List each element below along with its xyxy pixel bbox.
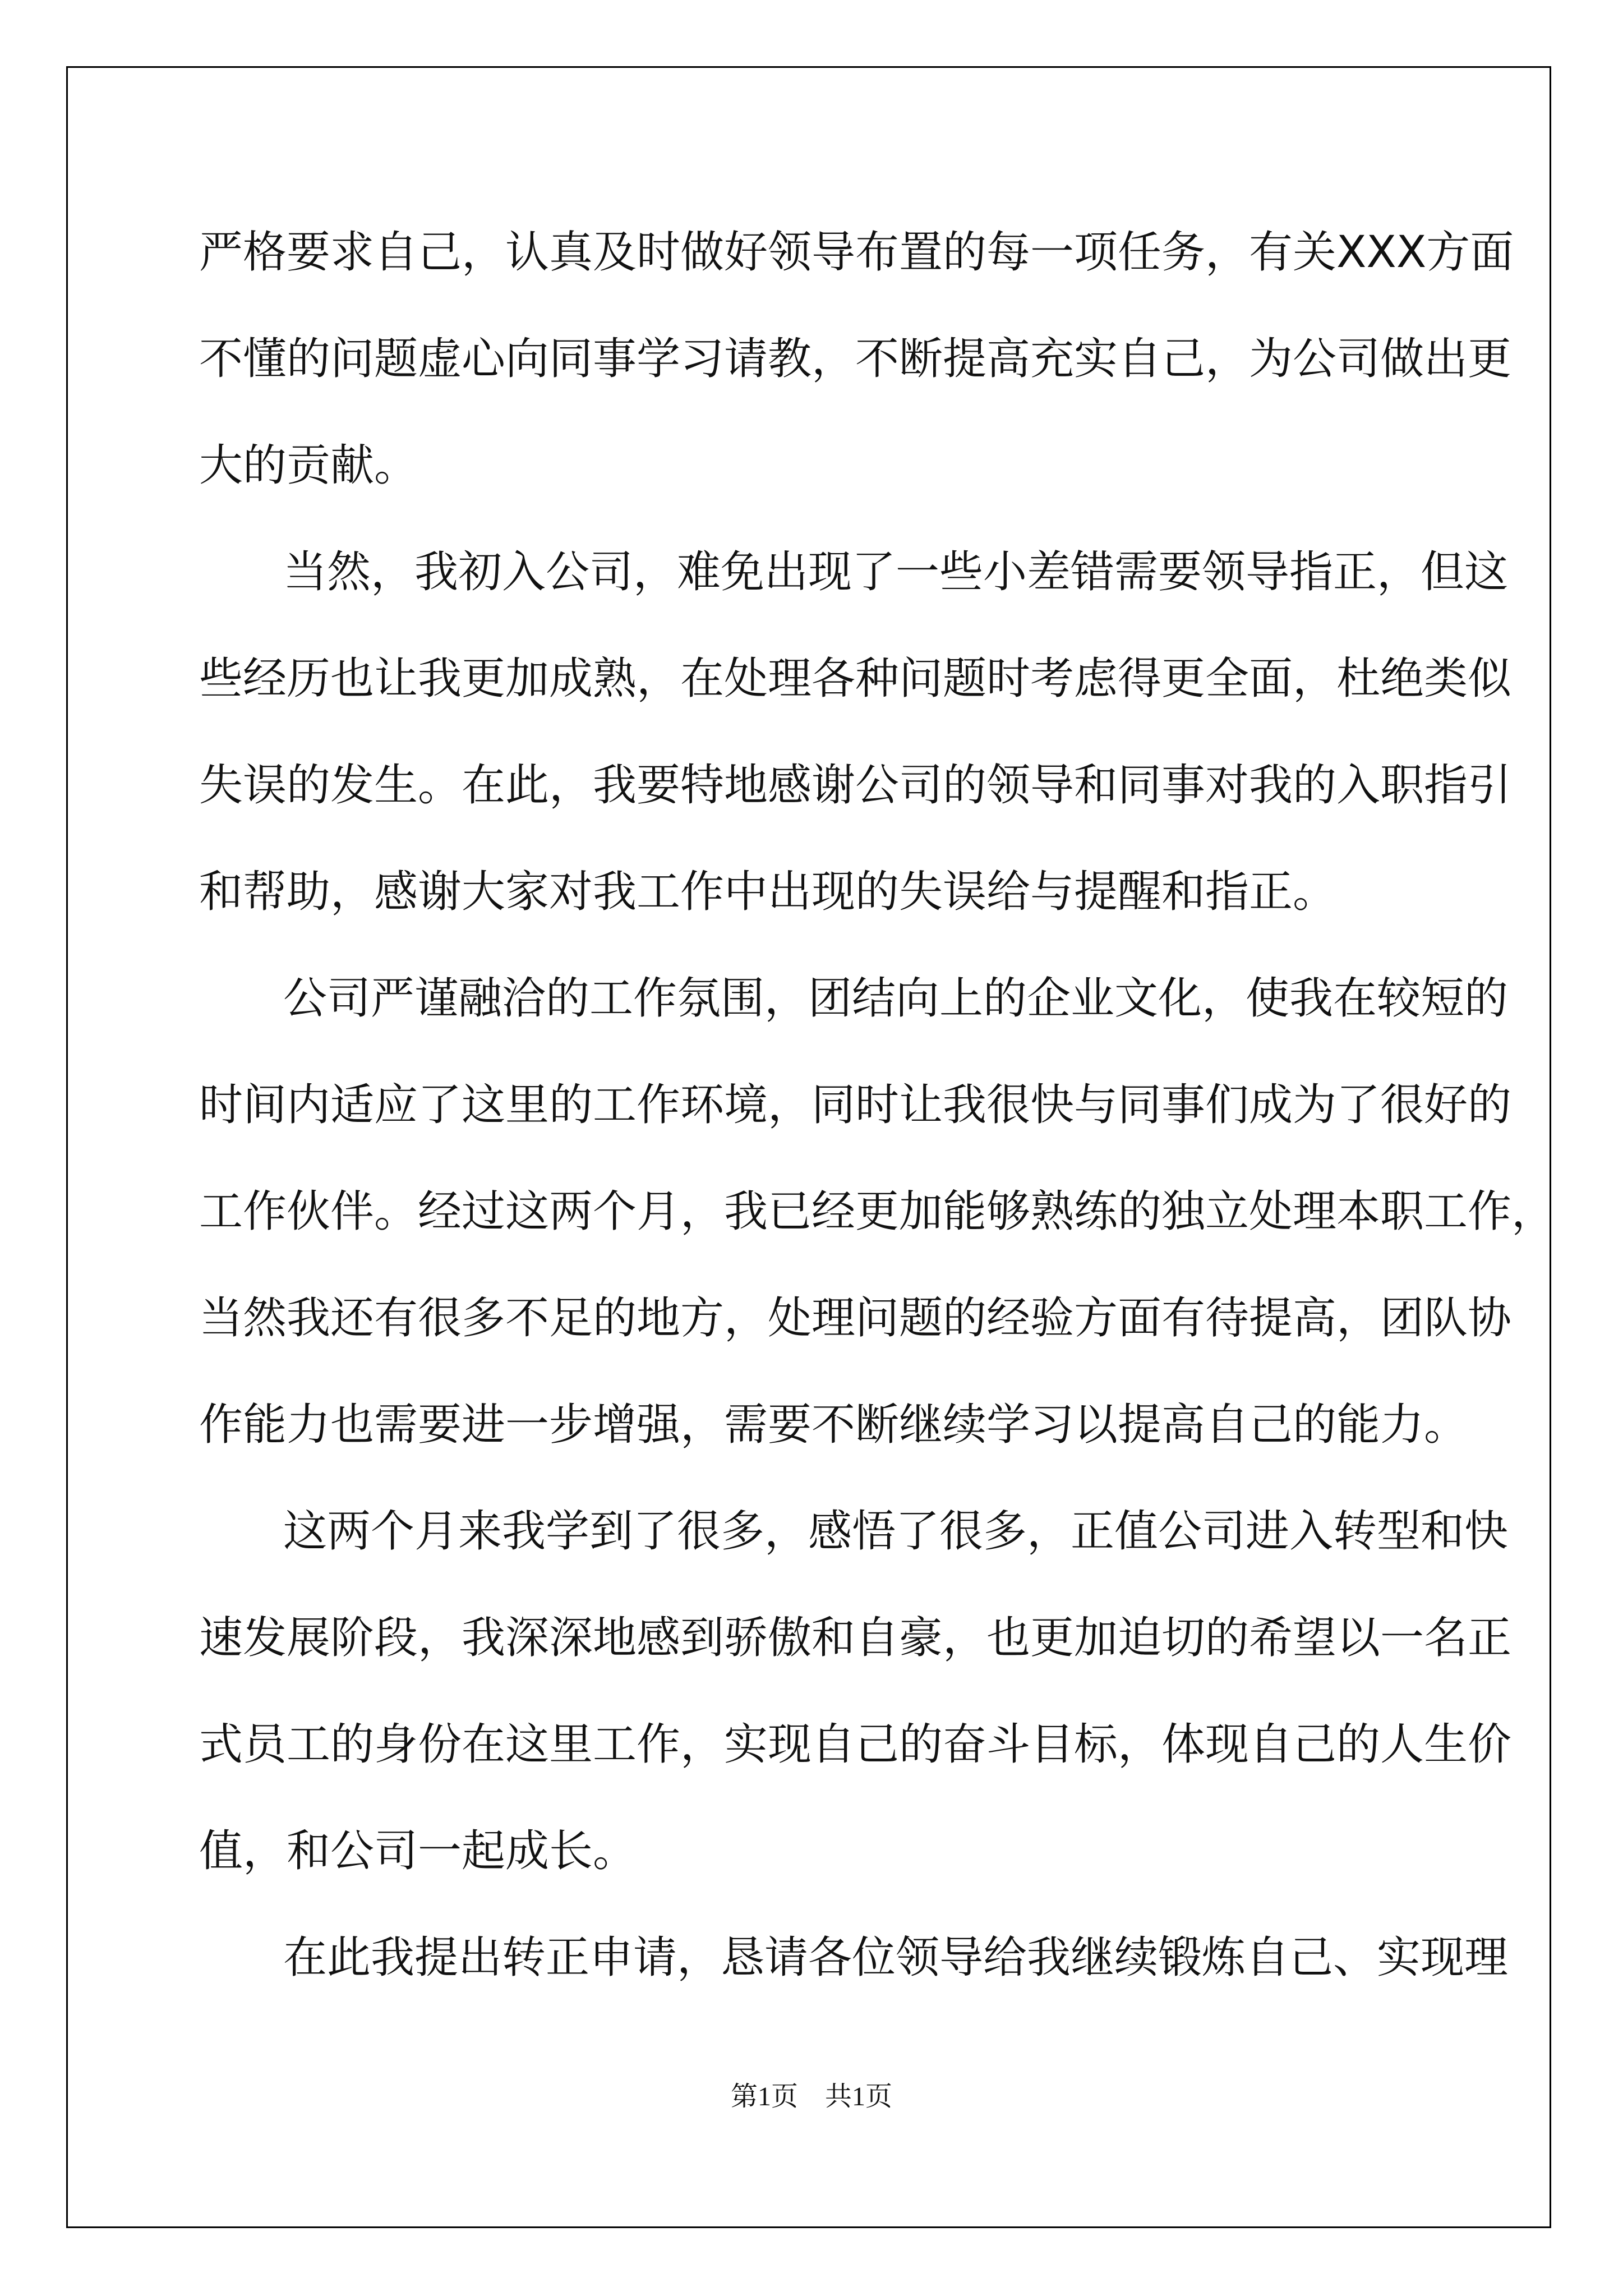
body-line: 工作伙伴。经过这两个月，我已经更加能够熟练的独立处理本职工作，	[199, 1186, 1556, 1237]
body-line: 式员工的身份在这里工作，实现自己的奋斗目标，体现自己的人生价	[199, 1719, 1512, 1770]
paragraph-start-line: 在此我提出转正申请，恳请各位领导给我继续锻炼自己、实现理	[283, 1932, 1509, 1983]
page-number-footer: 第1页 共1页	[730, 2082, 892, 2111]
body-line: 和帮助，感谢大家对我工作中出现的失误给与提醒和指正。	[199, 867, 1337, 917]
paragraph-start-line: 这两个月来我学到了很多，感悟了很多，正值公司进入转型和快	[283, 1506, 1509, 1557]
body-line: 失误的发生。在此，我要特地感谢公司的领导和同事对我的入职指引	[199, 760, 1512, 811]
paragraph-start-line: 当然，我初入公司，难免出现了一些小差错需要领导指正，但这	[283, 547, 1509, 597]
body-line: 速发展阶段，我深深地感到骄傲和自豪，也更加迫切的希望以一名正	[199, 1613, 1512, 1663]
body-line: 严格要求自己，认真及时做好领导布置的每一项任务，有关XXX方面	[199, 227, 1514, 278]
body-line: 不懂的问题虚心向同事学习请教，不断提高充实自己，为公司做出更	[199, 334, 1512, 384]
body-line: 些经历也让我更加成熟，在处理各种问题时考虑得更全面，杜绝类似	[199, 654, 1512, 704]
paragraph-start-line: 公司严谨融洽的工作氛围，团结向上的企业文化，使我在较短的	[283, 973, 1509, 1024]
body-line: 当然我还有很多不足的地方，处理问题的经验方面有待提高，团队协	[199, 1293, 1512, 1343]
body-line: 作能力也需要进一步增强，需要不断继续学习以提高自己的能力。	[199, 1400, 1468, 1450]
body-line: 时间内适应了这里的工作环境，同时让我很快与同事们成为了很好的	[199, 1080, 1512, 1130]
body-line: 值，和公司一起成长。	[199, 1826, 637, 1876]
body-line: 大的贡献。	[199, 440, 418, 491]
page-border	[66, 66, 1551, 2228]
